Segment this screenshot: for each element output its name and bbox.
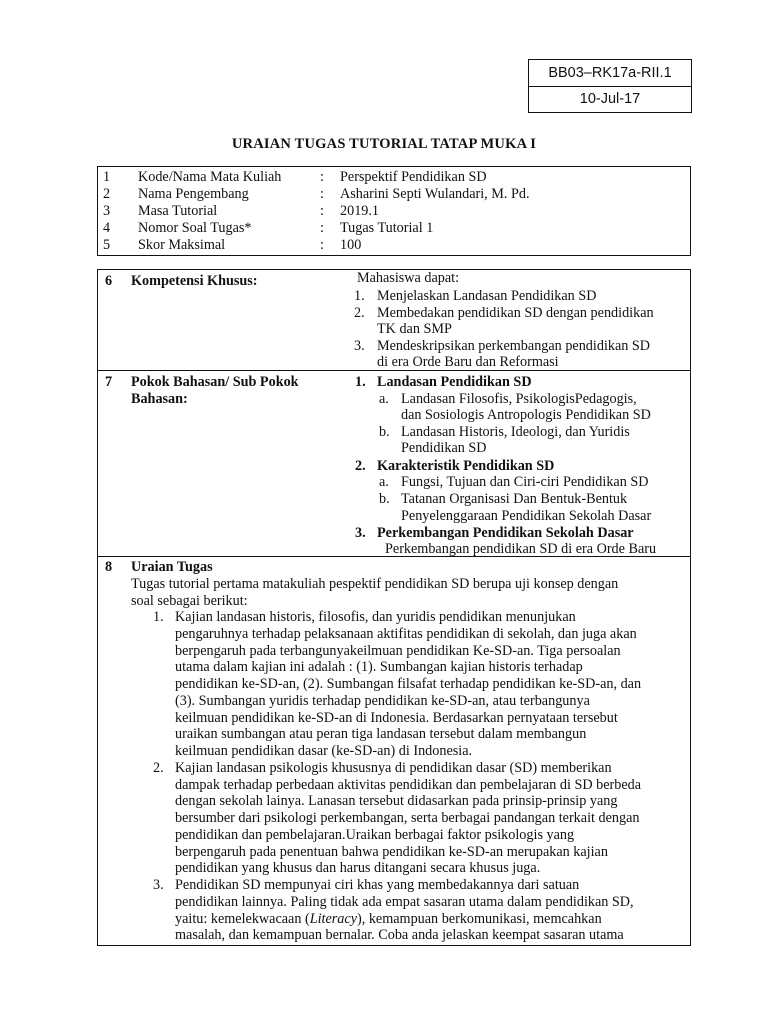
question-line: bersumber dari psikologi perkembangan, serta berbagai pandangan terkait dengan bbox=[175, 810, 640, 826]
question-line: dengan sekolah lainya. Lanasan tersebut didasarkan pada prinsip-prinsip yang bbox=[175, 793, 618, 809]
info-row-number: 4 bbox=[103, 220, 111, 236]
question-line: keilmuan pendidikan ke-SD-an di Indonesia. Berdasarkan pernyataan tersebut bbox=[175, 710, 618, 726]
section-label: Pokok Bahasan/ Sub Pokok bbox=[131, 374, 299, 390]
question-number: 1. bbox=[153, 609, 164, 625]
info-row-colon: : bbox=[320, 237, 324, 253]
subtopic-line: Landasan Historis, Ideologi, dan Yuridis bbox=[401, 424, 630, 440]
info-row-colon: : bbox=[320, 186, 324, 202]
list-letter: a. bbox=[379, 474, 389, 490]
section-label: Bahasan: bbox=[131, 391, 188, 407]
question-line: uraikan sumbangan atau peran tiga landasan tersebut dalam membangun bbox=[175, 726, 587, 742]
section-number: 8 bbox=[105, 559, 113, 575]
page-title: URAIAN TUGAS TUTORIAL TATAP MUKA I bbox=[231, 136, 537, 152]
question-line: dampak terhadap perbedaan aktivitas pendidikan dan pembelajaran di SD berbeda bbox=[175, 777, 642, 793]
section-label: Uraian Tugas bbox=[131, 559, 213, 575]
section-label: Kompetensi Khusus: bbox=[131, 273, 258, 289]
list-number: 1. bbox=[354, 288, 365, 304]
info-row-key: Masa Tutorial bbox=[138, 203, 218, 219]
question-line: masalah, dan kemampuan bernalar. Coba anda jelaskan keempat sasaran utama bbox=[175, 927, 624, 943]
question-line: Kajian landasan psikologis khususnya di pendidikan dasar (SD) memberikan bbox=[175, 760, 612, 776]
task-intro: soal sebagai berikut: bbox=[131, 593, 248, 609]
info-row-value: Asharini Septi Wulandari, M. Pd. bbox=[340, 186, 530, 202]
info-row-value: 100 bbox=[340, 237, 362, 253]
info-row-number: 2 bbox=[103, 186, 111, 202]
question-line: Kajian landasan historis, filosofis, dan yuridis pendidikan menunjukan bbox=[175, 609, 576, 625]
task-detail-table bbox=[97, 269, 691, 946]
question-line: keilmuan pendidikan dasar (ke-SD-an) di Indonesia. bbox=[175, 743, 473, 759]
question-line: Pendidikan SD mempunyai ciri khas yang membedakannya dari satuan bbox=[175, 877, 580, 893]
info-row-value: 2019.1 bbox=[340, 203, 380, 219]
question-line: pendidikan yang khusus dan harus ditangani secara khusus juga. bbox=[175, 860, 541, 876]
course-info-table bbox=[97, 166, 691, 256]
question-line: berpengaruh pada penentuan bahwa pendidikan ke-SD-an merupakan kajian bbox=[175, 844, 608, 860]
question-line bbox=[175, 911, 602, 928]
competency-item: TK dan SMP bbox=[377, 321, 452, 337]
document-code-box bbox=[528, 59, 692, 113]
section-number: 6 bbox=[105, 273, 113, 289]
subtopic-line: Penyelenggaraan Pendidikan Sekolah Dasar bbox=[401, 508, 652, 524]
competency-item: Membedakan pendidikan SD dengan pendidikan bbox=[377, 305, 654, 321]
subtopic-line: Landasan Filosofis, PsikologisPedagogis, bbox=[401, 391, 637, 407]
question-line: pengaruhnya terhadap pelaksanaan aktifitas pendidikan di sekolah, dan juga akan bbox=[175, 626, 637, 642]
competency-item: Menjelaskan Landasan Pendidikan SD bbox=[377, 288, 597, 304]
subtopic-line: Tatanan Organisasi Dan Bentuk-Bentuk bbox=[401, 491, 628, 507]
subtopic-line: Fungsi, Tujuan dan Ciri-ciri Pendidikan SD bbox=[401, 474, 649, 490]
competency-item: Mendeskripsikan perkembangan pendidikan SD bbox=[377, 338, 651, 354]
subtopic-line: Pendidikan SD bbox=[401, 440, 487, 456]
info-row-colon: : bbox=[320, 203, 324, 219]
question-line: utama dalam kajian ini adalah : (1). Sumbangan kajian historis terhadap bbox=[175, 659, 583, 675]
topic-title: Perkembangan Pendidikan Sekolah Dasar bbox=[377, 525, 634, 541]
info-row-key: Nama Pengembang bbox=[138, 186, 249, 202]
competency-item: di era Orde Baru dan Reformasi bbox=[377, 354, 559, 370]
info-row-number: 1 bbox=[103, 169, 111, 185]
topic-title: Landasan Pendidikan SD bbox=[377, 374, 532, 390]
question-line: pendidikan dan pembelajaran.Uraikan berbagai faktor psikologis yang bbox=[175, 827, 575, 843]
task-intro: Tugas tutorial pertama matakuliah pespektif pendidikan SD berupa uji konsep dengan bbox=[131, 576, 619, 592]
italic-term: Literacy bbox=[309, 911, 357, 927]
question-number: 3. bbox=[153, 877, 164, 893]
list-letter: b. bbox=[379, 491, 390, 507]
question-line: berpengaruh pada terbangunyakeilmuan pendidikan Ke-SD-an. Tiga persoalan bbox=[175, 643, 621, 659]
list-number: 1. bbox=[355, 374, 366, 390]
subtopic-line: dan Sosiologis Antropologis Pendidikan SD bbox=[401, 407, 651, 423]
info-row-value: Perspektif Pendidikan SD bbox=[340, 169, 487, 185]
question-line: pendidikan lainnya. Paling tidak ada empat sasaran utama dalam pendidikan SD, bbox=[175, 894, 634, 910]
competency-intro: Mahasiswa dapat: bbox=[357, 270, 460, 286]
info-row-key: Kode/Nama Mata Kuliah bbox=[138, 169, 282, 185]
document-date: 10-Jul-17 bbox=[579, 91, 641, 107]
info-row-key: Nomor Soal Tugas* bbox=[138, 220, 252, 236]
section-number: 7 bbox=[105, 374, 113, 390]
question-line: pendidikan ke-SD-an, (2). Sumbangan filsafat terhadap pendidikan ke-SD-an, dan bbox=[175, 676, 642, 692]
info-row-key: Skor Maksimal bbox=[138, 237, 226, 253]
question-number: 2. bbox=[153, 760, 164, 776]
info-row-colon: : bbox=[320, 220, 324, 236]
list-letter: a. bbox=[379, 391, 389, 407]
list-letter: b. bbox=[379, 424, 390, 440]
info-row-value: Tugas Tutorial 1 bbox=[340, 220, 434, 236]
topic-title: Karakteristik Pendidikan SD bbox=[377, 458, 555, 474]
info-row-number: 3 bbox=[103, 203, 111, 219]
question-line: (3). Sumbangan yuridis terhadap pendidikan ke-SD-an, atau terbangunya bbox=[175, 693, 590, 709]
question-text: ), kemampuan berkomunikasi, memcahkan bbox=[357, 911, 602, 927]
list-number: 3. bbox=[355, 525, 366, 541]
info-row-colon: : bbox=[320, 169, 324, 185]
info-row-number: 5 bbox=[103, 237, 111, 253]
list-number: 2. bbox=[354, 305, 365, 321]
subtopic-line: Perkembangan pendidikan SD di era Orde Baru bbox=[385, 541, 657, 557]
question-text: yaitu: kemelekwacaan ( bbox=[175, 911, 310, 927]
document-code: BB03–RK17a-RII.1 bbox=[529, 60, 691, 87]
list-number: 2. bbox=[355, 458, 366, 474]
list-number: 3. bbox=[354, 338, 365, 354]
